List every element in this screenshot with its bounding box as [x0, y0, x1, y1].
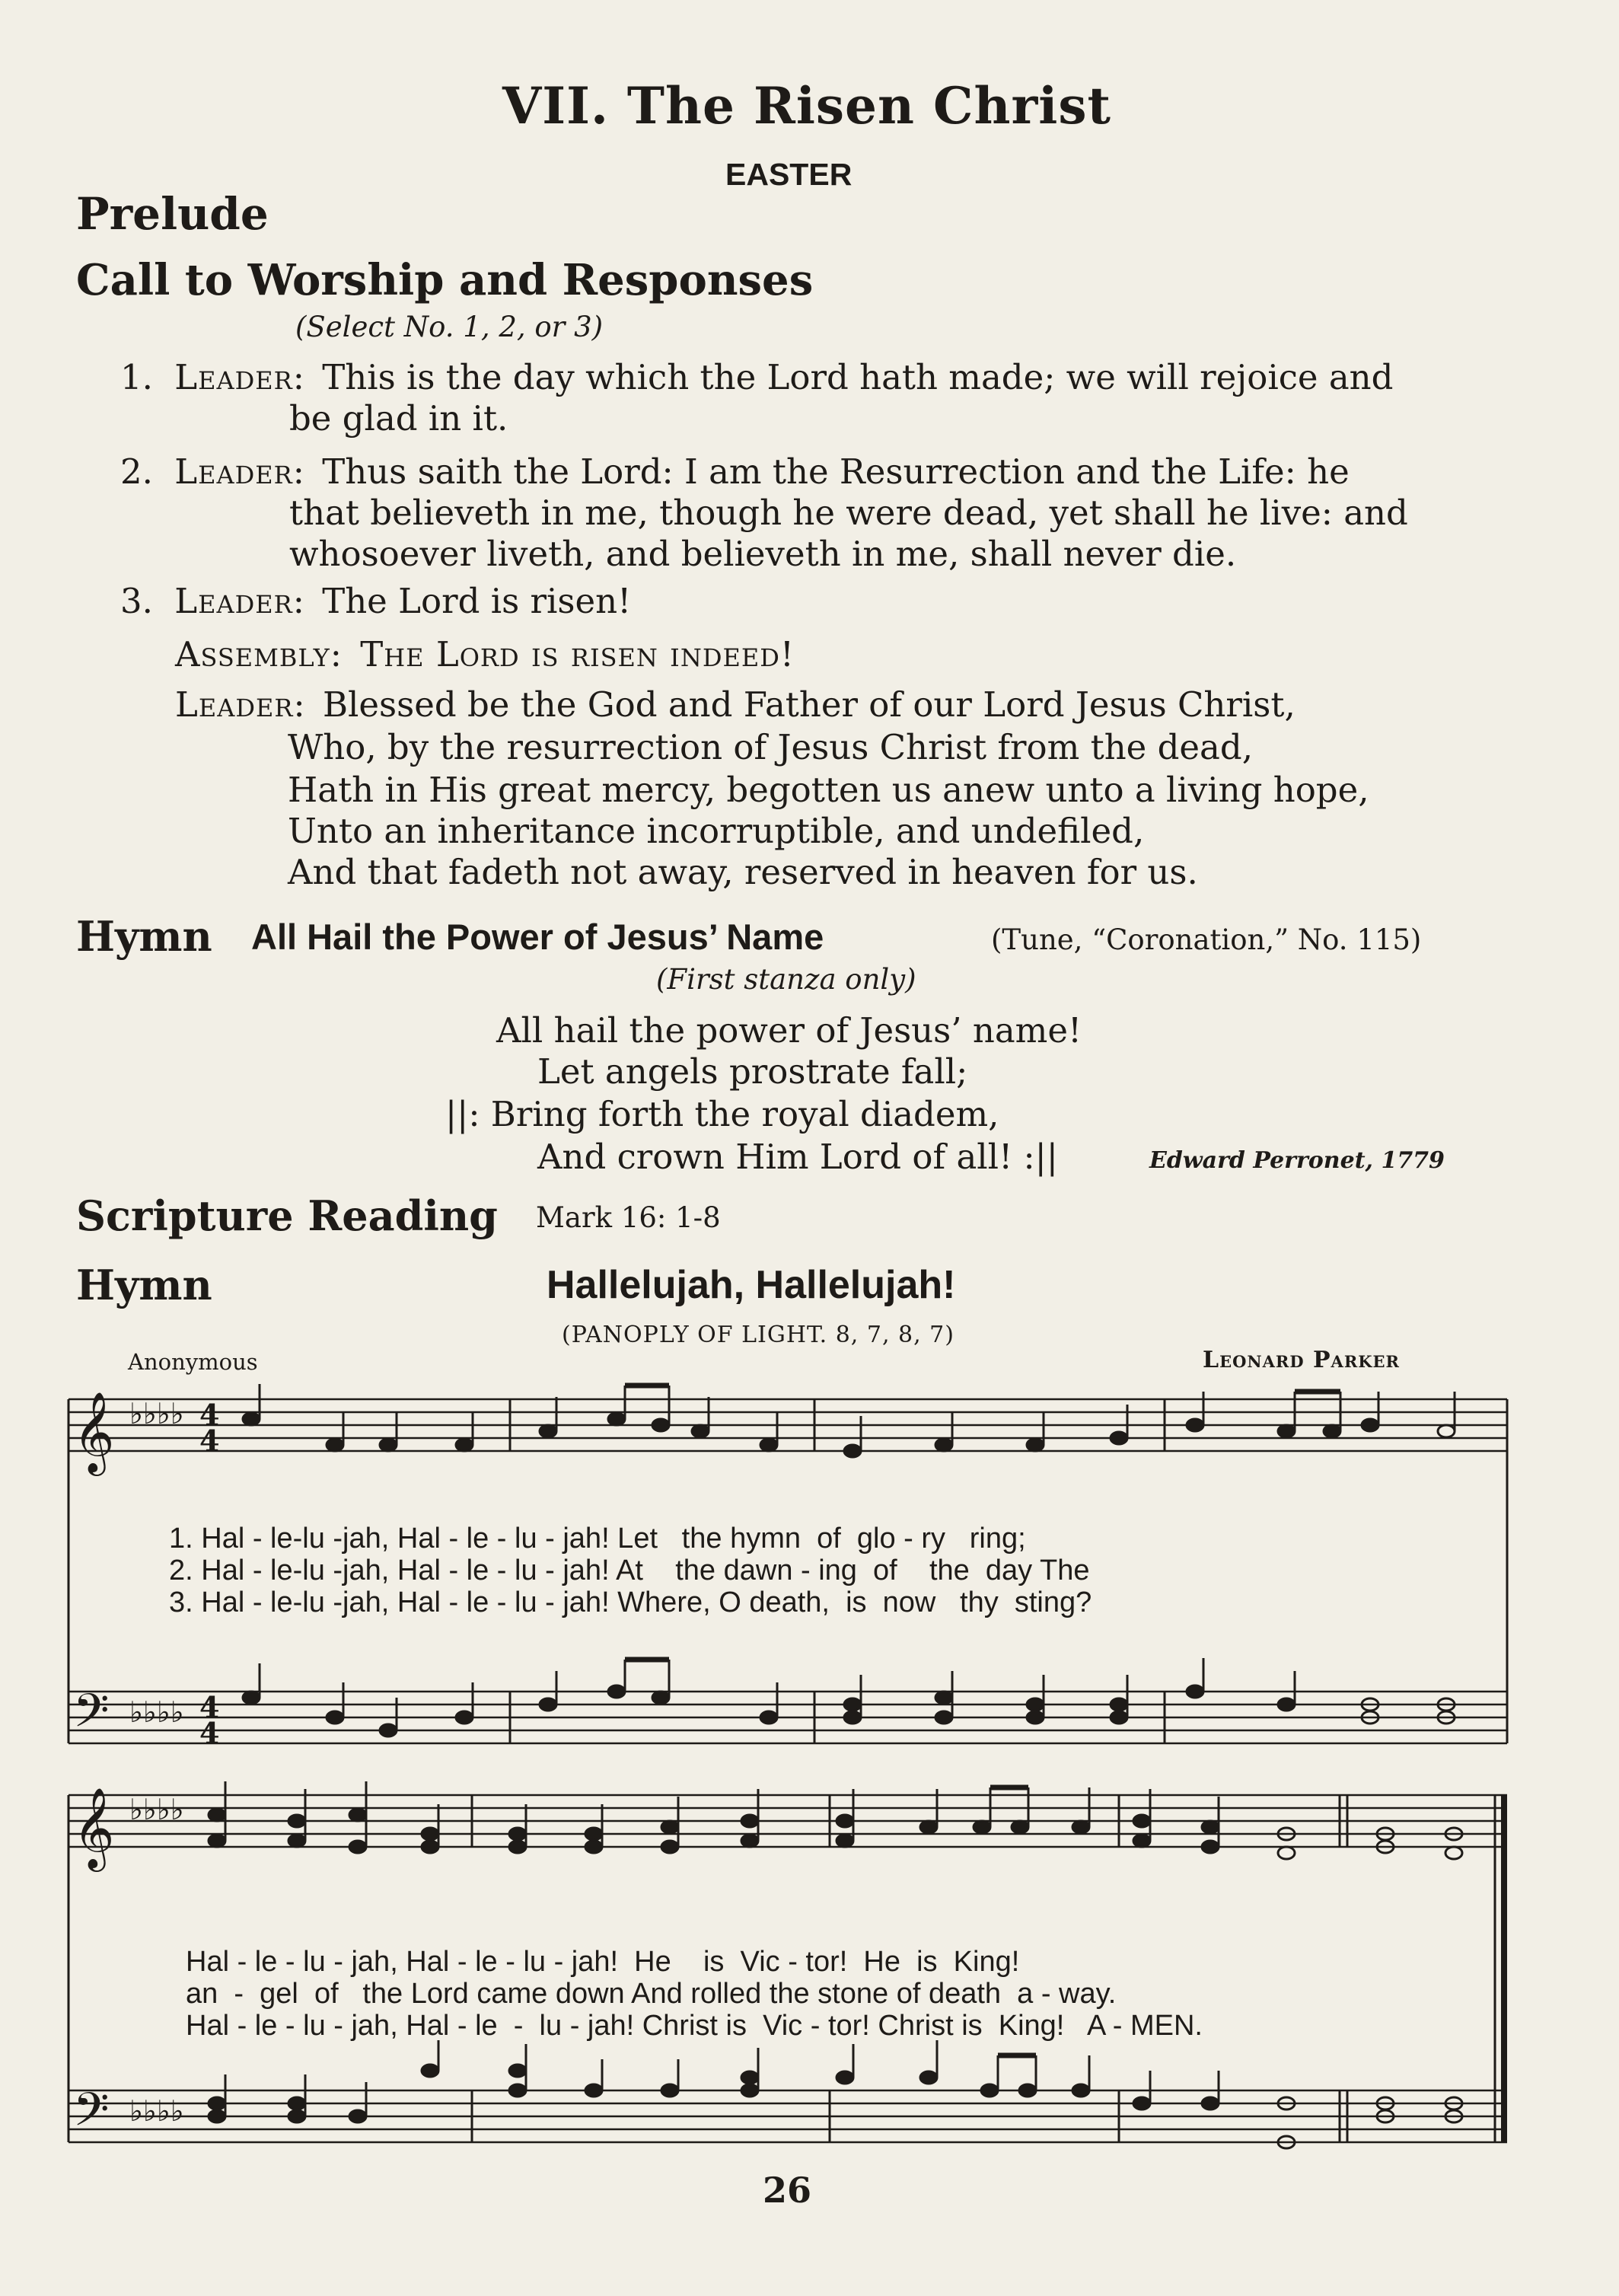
bass-clef-icon: 𝄢 [73, 1684, 110, 1749]
season-label: EASTER [725, 157, 853, 192]
hymn1-note: (First stanza only) [656, 963, 916, 996]
hymn1-line-2: Let angels prostrate fall; [537, 1051, 968, 1092]
speaker: Assembly: [175, 634, 343, 674]
time-signature: 4 [199, 1424, 220, 1458]
speaker: Leader: [174, 357, 305, 397]
lyric-line: 1. Hal - le-lu -jah, Hal - le - lu - jah! Let the hymn of glo - ry ring; [169, 1523, 1026, 1555]
flat-icon: ♭♭♭♭ [129, 1793, 184, 1826]
item-number: 1. [120, 357, 153, 397]
treble-clef-icon: 𝄞 [73, 1787, 115, 1868]
lyric-line: Hal - le - lu - jah, Hal - le - lu - jah! Christ is Vic - tor! Christ is King! A - MEN. [186, 2010, 1203, 2042]
hymn2-words-by: Anonymous [128, 1349, 258, 1375]
hymn1-line-3: ||: Bring forth the royal diadem, [445, 1094, 999, 1134]
scripture-heading: Scripture Reading [76, 1191, 498, 1240]
hymn1-author: Edward Perronet, 1779 [1149, 1147, 1445, 1174]
hymn1-line-4: And crown Him Lord of all! :|| [537, 1137, 1058, 1177]
hymn2-tune: (PANOPLY OF LIGHT. 8, 7, 8, 7) [562, 1322, 955, 1348]
treble-clef-icon: 𝄞 [73, 1391, 115, 1472]
hymn1-label: Hymn [76, 912, 212, 961]
line: Blessed be the God and Father of our Lord Jesus Christ, [322, 684, 1296, 725]
line: The Lord is risen! [322, 581, 632, 621]
time-signature: 4 [199, 1398, 220, 1432]
item-number: 3. [120, 581, 153, 621]
page-number: 26 [763, 2170, 812, 2211]
leader-reading-2: Who, by the resurrection of Jesus Christ from the dead, [288, 727, 1253, 767]
scripture-reference: Mark 16: 1-8 [536, 1201, 721, 1234]
item-number: 2. [120, 451, 153, 492]
call-item-1 [120, 356, 1393, 399]
speaker: Leader: [174, 581, 305, 621]
call-item-2-cont-2: whosoever liveth, and believeth in me, shall never die. [289, 534, 1237, 574]
bass-notes [209, 2040, 1462, 2148]
assembly-response [175, 633, 795, 676]
flat-icon: ♭♭♭♭ [129, 1695, 184, 1729]
prelude-heading: Prelude [76, 188, 269, 240]
lyric-line: an - gel of the Lord came down And rolled the stone of death a - way. [186, 1978, 1117, 2010]
lyric-line: 2. Hal - le-lu -jah, Hal - le - lu - jah! At the dawn - ing of the day The [169, 1555, 1090, 1586]
time-signature: 4 [199, 1690, 220, 1724]
section-title: VII. The Risen Christ [502, 76, 1112, 136]
lyric-line: 3. Hal - le-lu -jah, Hal - le - lu - jah! Where, O death, is now thy sting? [169, 1586, 1092, 1618]
leader-reading-3: Hath in His great mercy, begotten us anew unto a living hope, [288, 770, 1369, 810]
call-instruction: (Select No. 1, 2, or 3) [295, 311, 604, 343]
treble-notes [243, 1384, 1455, 1457]
bass-notes [243, 1658, 1455, 1736]
speaker: Leader: [174, 451, 305, 492]
hymn1-title: All Hail the Power of Jesus’ Name [251, 917, 824, 957]
clefs-and-signatures [73, 1787, 184, 2148]
time-signature: 4 [199, 1716, 220, 1750]
bass-clef-icon: 𝄢 [73, 2083, 110, 2148]
hymn1-line-1: All hail the power of Jesus’ name! [496, 1010, 1082, 1051]
line: Thus saith the Lord: I am the Resurrection and the Life: he [322, 451, 1350, 492]
hymn2-label: Hymn [76, 1261, 212, 1309]
call-item-3 [120, 580, 631, 623]
response: The Lord is risen indeed! [360, 634, 795, 674]
hymn1-tune: (Tune, “Coronation,” No. 115) [991, 923, 1422, 956]
call-to-worship-heading: Call to Worship and Responses [76, 255, 814, 305]
leader-reading-4: Unto an inheritance incorruptible, and undefiled, [288, 811, 1145, 851]
flat-icon: ♭♭♭♭ [129, 2094, 184, 2128]
hymn2-music-by: Leonard Parker [1203, 1347, 1401, 1373]
flat-icon: ♭♭♭♭ [129, 1397, 184, 1430]
leader-reading-5: And that fadeth not away, reserved in heaven for us. [288, 852, 1198, 892]
speaker: Leader: [175, 684, 306, 725]
hymn2-title: Hallelujah, Hallelujah! [547, 1263, 956, 1307]
lyric-line: Hal - le - lu - jah, Hal - le - lu - jah! He is Vic - tor! He is King! [186, 1946, 1020, 1978]
call-item-2 [120, 451, 1350, 493]
call-item-2-cont-1: that believeth in me, though he were dead, yet shall he live: and [289, 493, 1408, 533]
leader-reading-1 [175, 684, 1296, 726]
line: This is the day which the Lord hath made; we will rejoice and [322, 357, 1394, 397]
call-item-1-cont: be glad in it. [289, 398, 508, 438]
